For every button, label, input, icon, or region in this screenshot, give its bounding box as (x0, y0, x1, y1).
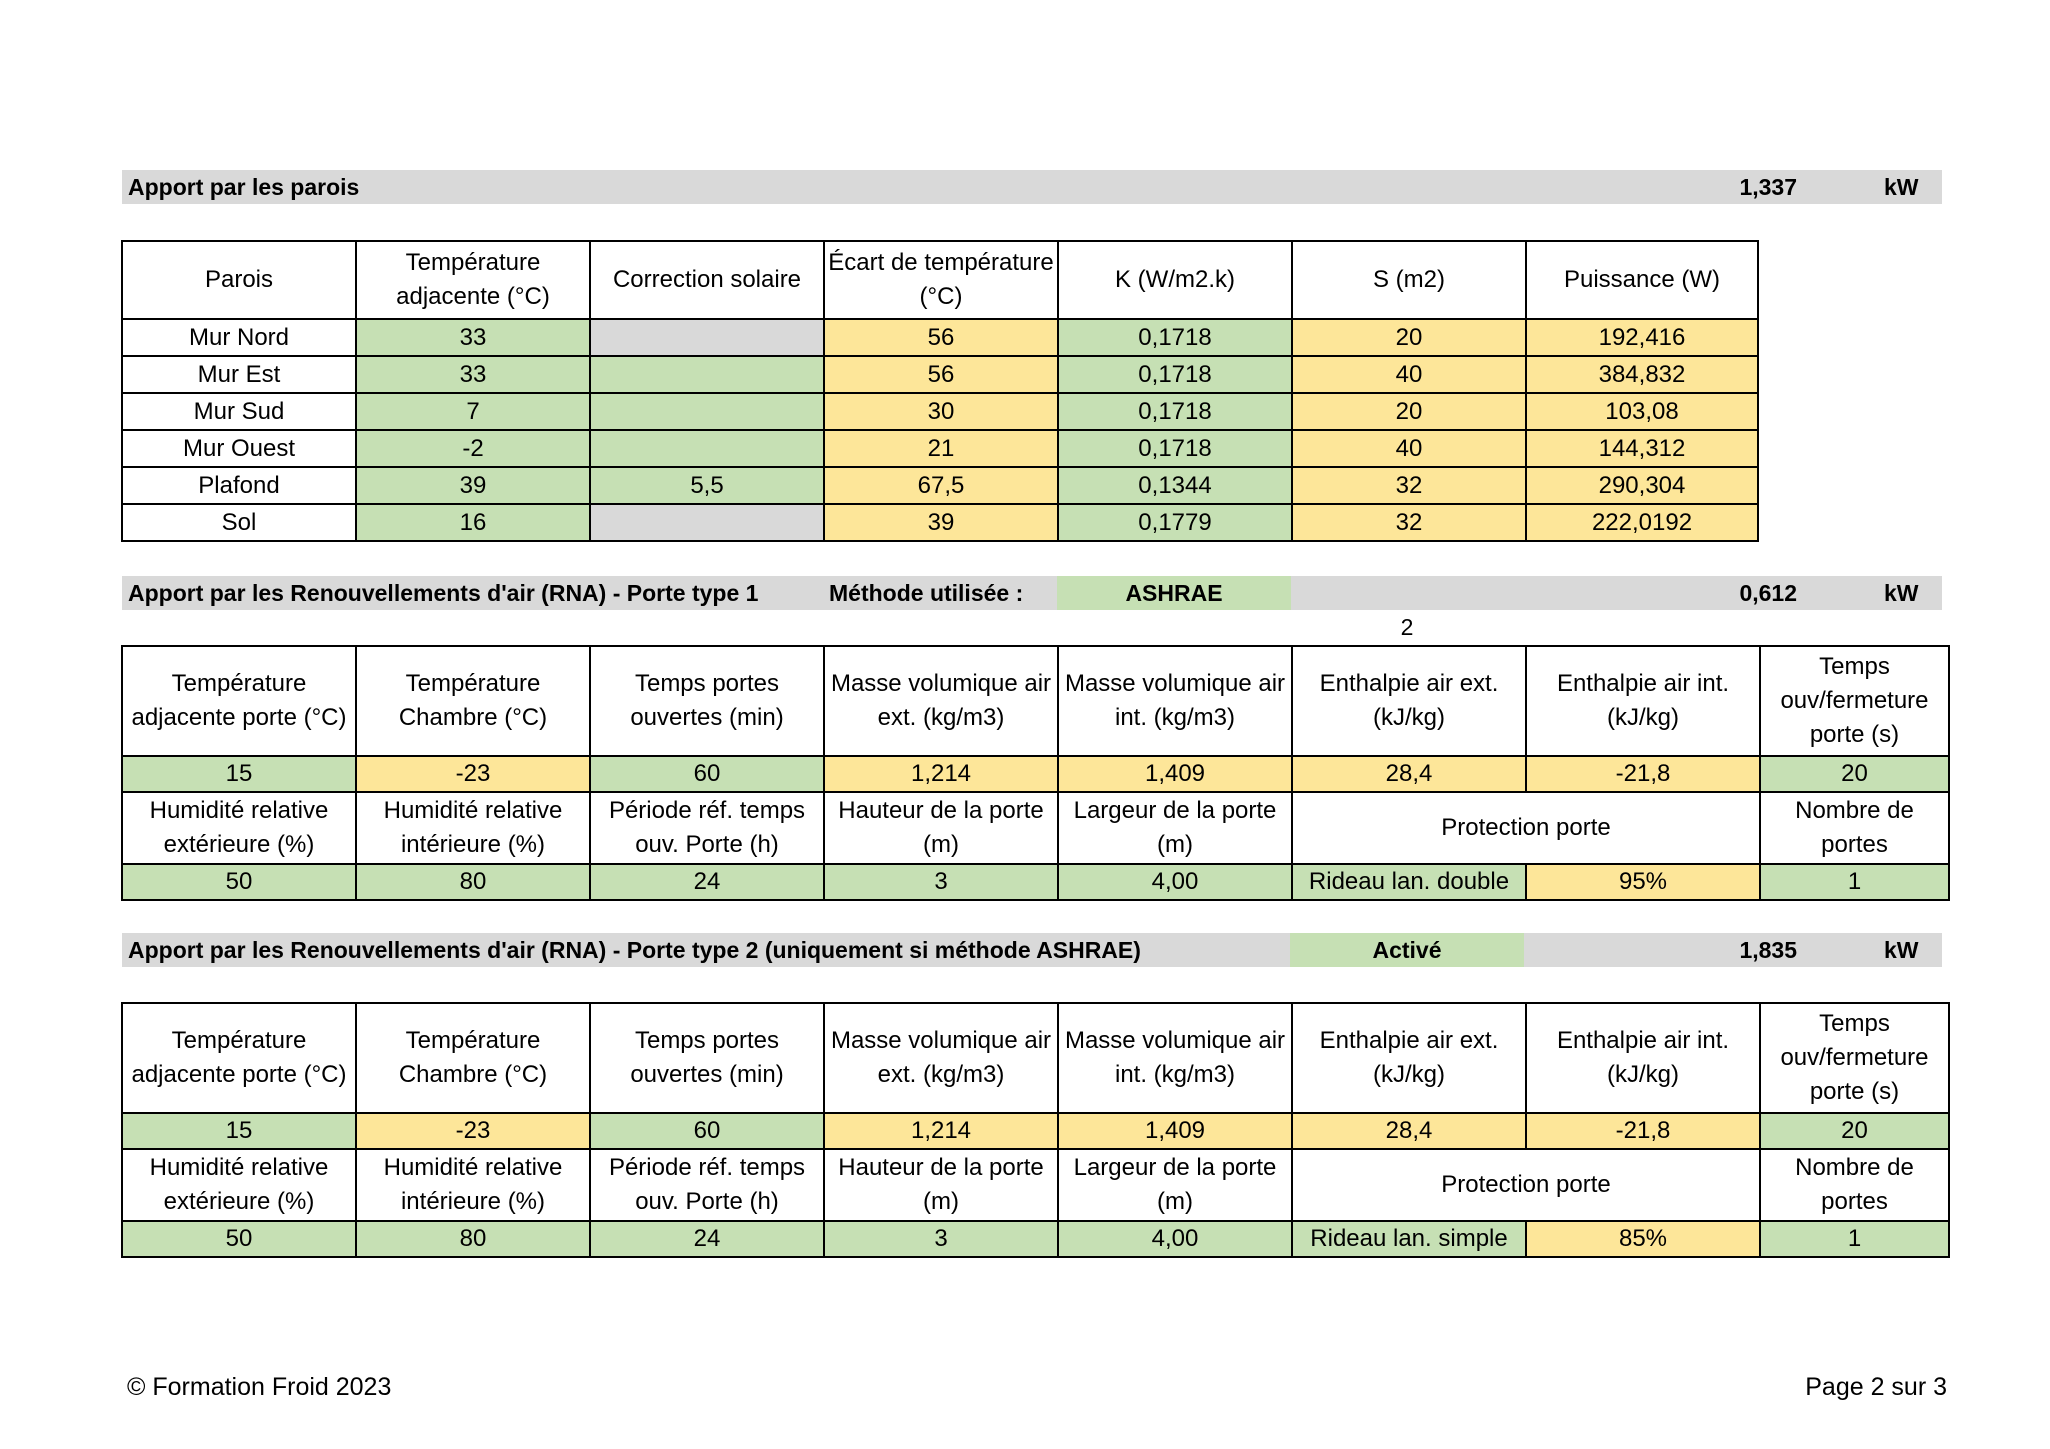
method-value: ASHRAE (1057, 576, 1291, 610)
door2-col-header: Masse volumique air int. (kg/m3) (1058, 1003, 1292, 1113)
table-row (122, 1221, 1949, 1257)
footer-page-number: Page 2 sur 3 (1805, 1373, 1947, 1401)
wall-adj-temp: -2 (356, 430, 590, 467)
door1-col-header: Humidité relative extérieure (%) (122, 792, 356, 864)
wall-k: 0,1718 (1058, 356, 1292, 393)
door2-col-header: Enthalpie air ext. (kJ/kg) (1292, 1003, 1526, 1113)
door1-value: 28,4 (1292, 756, 1526, 792)
wall-surface: 40 (1292, 356, 1526, 393)
door1-col-header: Hauteur de la porte (m) (824, 792, 1058, 864)
door2-value: -21,8 (1526, 1113, 1760, 1149)
table-row (122, 504, 1758, 541)
walls-col-header: K (W/m2.k) (1058, 241, 1292, 319)
wall-k: 0,1718 (1058, 319, 1292, 356)
section-walls-title: Apport par les parois (128, 174, 360, 200)
door2-col-header: Période réf. temps ouv. Porte (h) (590, 1149, 824, 1221)
section-door1-total: 0,612 (1739, 580, 1797, 606)
door2-value: 60 (590, 1113, 824, 1149)
door1-col-header: Nombre de portes (1760, 792, 1949, 864)
door1-value: 1,409 (1058, 756, 1292, 792)
table-row (122, 319, 1758, 356)
door1-value: 95% (1526, 864, 1760, 900)
wall-solar-correction (590, 504, 824, 541)
section-door1-unit: kW (1884, 580, 1919, 606)
door1-value: Rideau lan. double (1292, 864, 1526, 900)
door2-value: 1,214 (824, 1113, 1058, 1149)
section-door1-title: Apport par les Renouvellements d'air (RNA) - Porte type 1 (128, 580, 759, 606)
door2-col-header: Protection porte (1292, 1149, 1760, 1221)
wall-temp-diff: 30 (824, 393, 1058, 430)
walls-col-header: Parois (122, 241, 356, 319)
section-walls-header (122, 170, 1942, 204)
table-row (122, 1113, 1949, 1149)
door2-col-header: Largeur de la porte (m) (1058, 1149, 1292, 1221)
table-row (122, 393, 1758, 430)
door2-value: 24 (590, 1221, 824, 1257)
door1-col-header: Enthalpie air ext. (kJ/kg) (1292, 646, 1526, 756)
door1-col-header: Protection porte (1292, 792, 1760, 864)
table-row (122, 430, 1758, 467)
walls-col-header: Écart de température (°C) (824, 241, 1058, 319)
door2-value: 4,00 (1058, 1221, 1292, 1257)
wall-solar-correction (590, 393, 824, 430)
door2-value: 28,4 (1292, 1113, 1526, 1149)
wall-name: Mur Sud (122, 393, 356, 430)
wall-temp-diff: 56 (824, 356, 1058, 393)
door2-value: 20 (1760, 1113, 1949, 1149)
wall-name: Sol (122, 504, 356, 541)
door2-col-header: Temps portes ouvertes (min) (590, 1003, 824, 1113)
door1-value: 80 (356, 864, 590, 900)
section-door2-title: Apport par les Renouvellements d'air (RNA) - Porte type 2 (uniquement si méthode ASHRAE) (128, 937, 1141, 963)
wall-adj-temp: 33 (356, 356, 590, 393)
walls-col-header: Correction solaire (590, 241, 824, 319)
door1-value: 1,214 (824, 756, 1058, 792)
door2-col-header: Masse volumique air ext. (kg/m3) (824, 1003, 1058, 1113)
wall-power: 144,312 (1526, 430, 1758, 467)
door1-value: 3 (824, 864, 1058, 900)
door2-value: 1,409 (1058, 1113, 1292, 1149)
wall-temp-diff: 39 (824, 504, 1058, 541)
wall-adj-temp: 33 (356, 319, 590, 356)
wall-name: Mur Ouest (122, 430, 356, 467)
wall-adj-temp: 7 (356, 393, 590, 430)
walls-table (121, 240, 1759, 542)
door1-value: 24 (590, 864, 824, 900)
wall-k: 0,1718 (1058, 393, 1292, 430)
door2-value: 3 (824, 1221, 1058, 1257)
wall-surface: 32 (1292, 467, 1526, 504)
door1-col-header: Enthalpie air int. (kJ/kg) (1526, 646, 1760, 756)
wall-power: 103,08 (1526, 393, 1758, 430)
wall-name: Plafond (122, 467, 356, 504)
door1-value: -21,8 (1526, 756, 1760, 792)
door1-col-header: Température adjacente porte (°C) (122, 646, 356, 756)
door1-value: 4,00 (1058, 864, 1292, 900)
door2-value: -23 (356, 1113, 590, 1149)
door2-col-header: Humidité relative intérieure (%) (356, 1149, 590, 1221)
wall-temp-diff: 67,5 (824, 467, 1058, 504)
wall-name: Mur Nord (122, 319, 356, 356)
method-label: Méthode utilisée : (829, 580, 1024, 606)
door1-col-header: Temps portes ouvertes (min) (590, 646, 824, 756)
door2-value: 80 (356, 1221, 590, 1257)
door2-col-header: Enthalpie air int. (kJ/kg) (1526, 1003, 1760, 1113)
wall-power: 384,832 (1526, 356, 1758, 393)
section-walls-unit: kW (1884, 174, 1919, 200)
footer-copyright: © Formation Froid 2023 (127, 1373, 392, 1401)
wall-power: 290,304 (1526, 467, 1758, 504)
wall-adj-temp: 16 (356, 504, 590, 541)
door2-col-header: Température adjacente porte (°C) (122, 1003, 356, 1113)
door1-value: 15 (122, 756, 356, 792)
door2-table (121, 1002, 1950, 1258)
door1-col-header: Température Chambre (°C) (356, 646, 590, 756)
door2-col-header: Humidité relative extérieure (%) (122, 1149, 356, 1221)
door2-header-row (122, 1003, 1949, 1113)
door2-status: Activé (1290, 933, 1524, 967)
door2-col-header: Nombre de portes (1760, 1149, 1949, 1221)
walls-col-header: Température adjacente (°C) (356, 241, 590, 319)
wall-temp-diff: 21 (824, 430, 1058, 467)
door1-table (121, 645, 1950, 901)
wall-temp-diff: 56 (824, 319, 1058, 356)
table-row (122, 356, 1758, 393)
door1-header-row (122, 646, 1949, 756)
door2-col-header: Hauteur de la porte (m) (824, 1149, 1058, 1221)
walls-header-row (122, 241, 1758, 319)
section-door2-total: 1,835 (1739, 937, 1797, 963)
table-row (122, 467, 1758, 504)
door1-note: 2 (1400, 614, 1414, 640)
door2-value: Rideau lan. simple (1292, 1221, 1526, 1257)
wall-k: 0,1718 (1058, 430, 1292, 467)
table-row (122, 756, 1949, 792)
table-row (122, 864, 1949, 900)
door1-value: 20 (1760, 756, 1949, 792)
wall-surface: 20 (1292, 319, 1526, 356)
door1-col-header: Largeur de la porte (m) (1058, 792, 1292, 864)
wall-surface: 32 (1292, 504, 1526, 541)
walls-col-header: Puissance (W) (1526, 241, 1758, 319)
section-walls-total: 1,337 (1739, 174, 1797, 200)
door1-col-header: Masse volumique air ext. (kg/m3) (824, 646, 1058, 756)
wall-solar-correction: 5,5 (590, 467, 824, 504)
wall-solar-correction (590, 319, 824, 356)
door2-value: 15 (122, 1113, 356, 1149)
door1-value: 60 (590, 756, 824, 792)
door1-value: 1 (1760, 864, 1949, 900)
wall-k: 0,1344 (1058, 467, 1292, 504)
door2-value: 1 (1760, 1221, 1949, 1257)
door2-value: 50 (122, 1221, 356, 1257)
door1-value: -23 (356, 756, 590, 792)
wall-solar-correction (590, 430, 824, 467)
door2-value: 85% (1526, 1221, 1760, 1257)
section-door2-unit: kW (1884, 937, 1919, 963)
door1-header-row-2 (122, 792, 1949, 864)
wall-surface: 20 (1292, 393, 1526, 430)
wall-power: 192,416 (1526, 319, 1758, 356)
wall-adj-temp: 39 (356, 467, 590, 504)
door2-header-row-2 (122, 1149, 1949, 1221)
section-door1-header (122, 576, 1942, 610)
wall-k: 0,1779 (1058, 504, 1292, 541)
door1-value: 50 (122, 864, 356, 900)
section-door2-header (122, 933, 1942, 967)
wall-name: Mur Est (122, 356, 356, 393)
door1-col-header: Humidité relative intérieure (%) (356, 792, 590, 864)
wall-solar-correction (590, 356, 824, 393)
door2-col-header: Temps ouv/fermeture porte (s) (1760, 1003, 1949, 1113)
door2-col-header: Température Chambre (°C) (356, 1003, 590, 1113)
wall-surface: 40 (1292, 430, 1526, 467)
door1-col-header: Temps ouv/fermeture porte (s) (1760, 646, 1949, 756)
walls-col-header: S (m2) (1292, 241, 1526, 319)
wall-power: 222,0192 (1526, 504, 1758, 541)
door1-col-header: Période réf. temps ouv. Porte (h) (590, 792, 824, 864)
door1-col-header: Masse volumique air int. (kg/m3) (1058, 646, 1292, 756)
